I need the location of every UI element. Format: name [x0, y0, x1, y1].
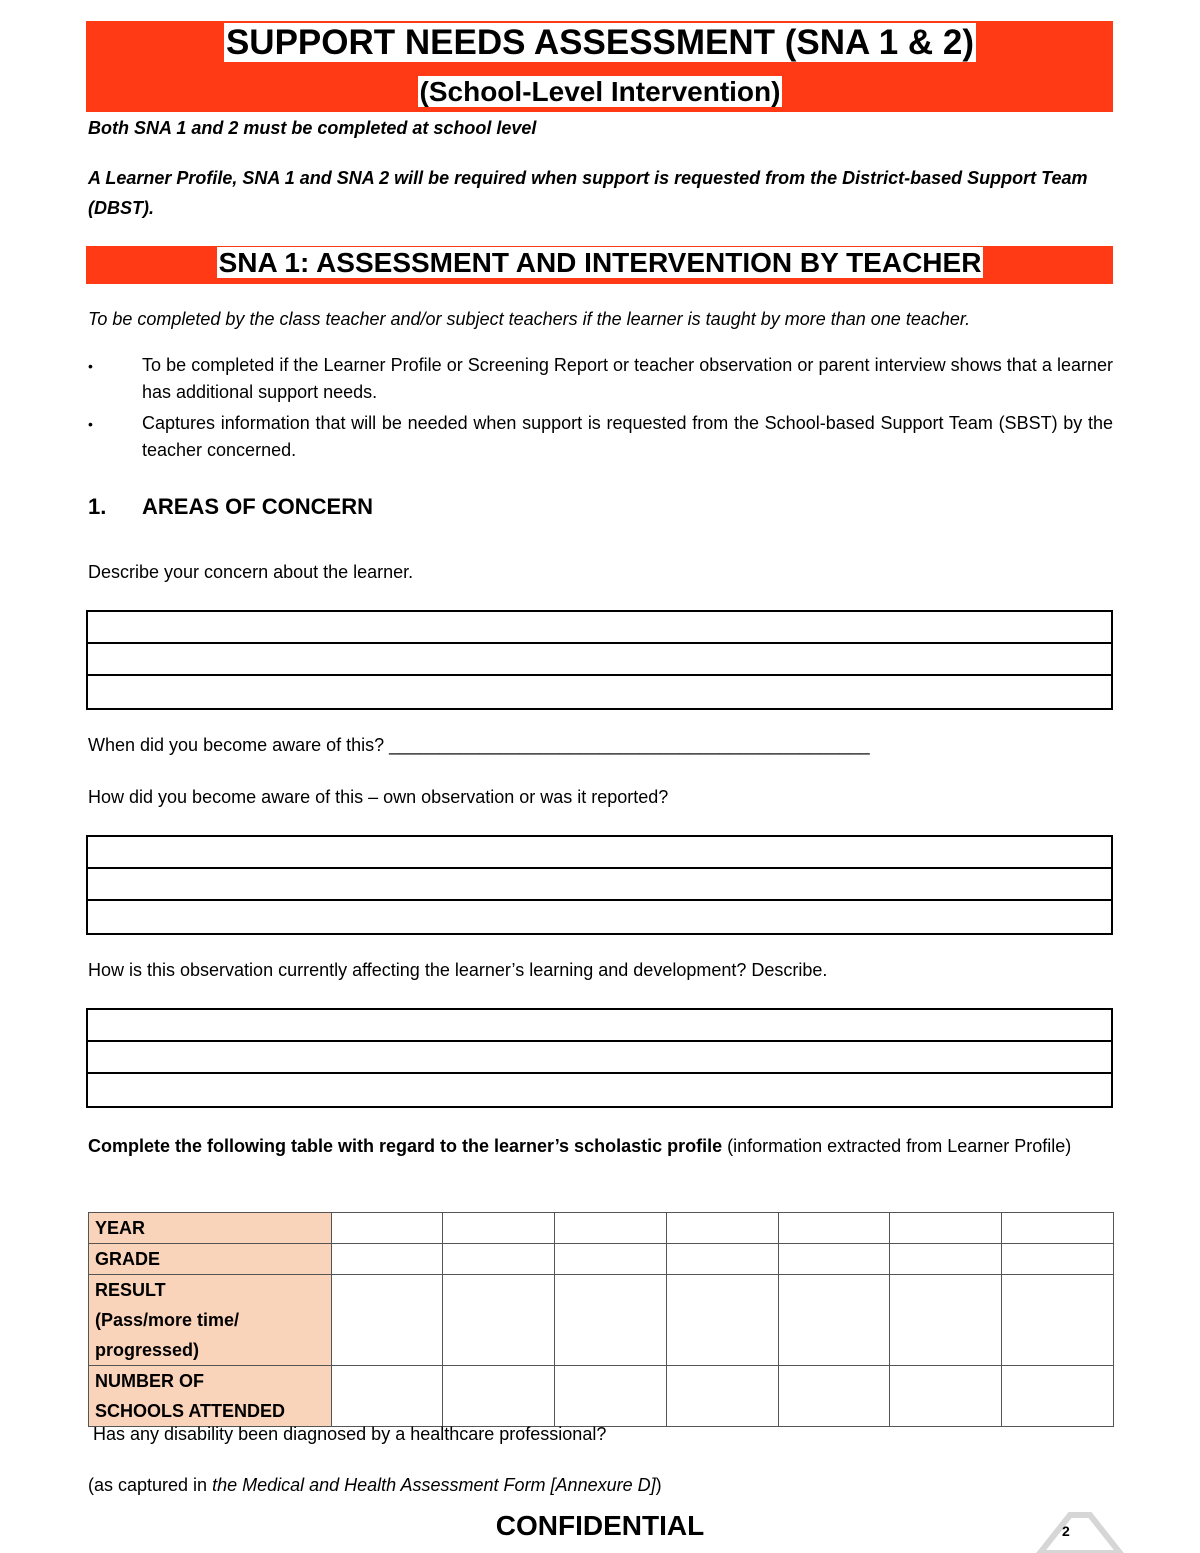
confidential-label: CONFIDENTIAL — [495, 1510, 705, 1541]
table-row — [89, 1366, 1114, 1427]
section-number: 1. — [88, 494, 107, 519]
page-number: 2 — [1062, 1523, 1070, 1539]
table-cell[interactable] — [666, 1213, 778, 1244]
table-cell[interactable] — [443, 1275, 555, 1366]
section-title: AREAS OF CONCERN — [142, 494, 374, 519]
table-cell[interactable] — [778, 1213, 890, 1244]
annexure-note — [88, 1472, 662, 1499]
answer-line[interactable] — [88, 612, 1111, 644]
row-header-result-line: RESULT — [95, 1280, 166, 1300]
row-header-result-line: progressed) — [95, 1340, 200, 1360]
note-italic: the Medical and Health Assessment Form [Annexure D] — [212, 1475, 656, 1495]
table-cell[interactable] — [331, 1275, 443, 1366]
question-describe: Describe your concern about the learner. — [88, 562, 414, 582]
table-cell[interactable] — [890, 1244, 1002, 1275]
row-header-year: YEAR — [89, 1213, 332, 1244]
page-title-text: SUPPORT NEEDS ASSESSMENT (SNA 1 & 2) — [225, 23, 975, 62]
table-cell[interactable] — [1002, 1366, 1114, 1427]
sna1-heading-text: SNA 1: ASSESSMENT AND INTERVENTION BY TEACHER — [218, 247, 982, 278]
answer-line[interactable] — [88, 869, 1111, 901]
row-header-schools-line: SCHOOLS ATTENDED — [95, 1401, 286, 1421]
question-how: How did you become aware of this – own observation or was it reported? — [88, 787, 669, 807]
row-header-result-line: (Pass/more time/ — [95, 1310, 240, 1330]
table-intro-rest: (information extracted from Learner Profile) — [722, 1136, 1072, 1156]
awareness-answer-box[interactable] — [86, 835, 1113, 935]
table-row — [89, 1213, 1114, 1244]
table-cell[interactable] — [890, 1213, 1002, 1244]
row-header-grade: GRADE — [89, 1244, 332, 1275]
question-when[interactable]: When did you become aware of this? ________________________________________________ — [88, 735, 870, 755]
table-cell[interactable] — [890, 1366, 1002, 1427]
page-subtitle — [0, 78, 1200, 106]
effect-answer-box[interactable] — [86, 1008, 1113, 1108]
note-prefix: (as captured in — [88, 1475, 213, 1495]
table-cell[interactable] — [555, 1366, 667, 1427]
bullet-1-text: To be completed if the Learner Profile or Screening Report or teacher observation or parent interview shows that a learner has additional support needs. — [142, 355, 1113, 402]
table-cell[interactable] — [778, 1366, 890, 1427]
table-cell[interactable] — [1002, 1213, 1114, 1244]
page-corner-icon — [1020, 1503, 1130, 1553]
table-cell[interactable] — [331, 1244, 443, 1275]
answer-line[interactable] — [88, 1042, 1111, 1074]
row-header-schools — [89, 1366, 332, 1427]
row-header-schools-line: NUMBER OF — [95, 1371, 204, 1391]
table-cell[interactable] — [555, 1213, 667, 1244]
bullet-1-marker: • — [88, 358, 93, 374]
answer-line[interactable] — [88, 901, 1111, 933]
table-row — [89, 1275, 1114, 1366]
bullet-2-marker: • — [88, 416, 93, 432]
table-cell[interactable] — [1002, 1275, 1114, 1366]
question-disability: Has any disability been diagnosed by a healthcare professional? — [93, 1424, 607, 1444]
intro-line-1: Both SNA 1 and 2 must be completed at school level — [88, 118, 537, 138]
table-cell[interactable] — [555, 1275, 667, 1366]
answer-line[interactable] — [88, 1074, 1111, 1106]
table-cell[interactable] — [778, 1244, 890, 1275]
table-row — [89, 1244, 1114, 1275]
bullet-2-text: Captures information that will be needed when support is requested from the School-based Support Team (SBST) by the teacher concerned. — [142, 413, 1113, 460]
table-cell[interactable] — [443, 1213, 555, 1244]
table-cell[interactable] — [778, 1275, 890, 1366]
table-cell[interactable] — [666, 1275, 778, 1366]
table-cell[interactable] — [890, 1275, 1002, 1366]
sna1-instruction: To be completed by the class teacher and/or subject teachers if the learner is taught by more than one teacher. — [88, 309, 971, 329]
question-affect: How is this observation currently affecting the learner’s learning and development? Describe. — [88, 960, 828, 980]
table-cell[interactable] — [443, 1244, 555, 1275]
page-corner-shape — [1040, 1515, 1120, 1553]
page-title — [0, 25, 1200, 60]
table-cell[interactable] — [666, 1244, 778, 1275]
answer-line[interactable] — [88, 676, 1111, 708]
intro-line-2: A Learner Profile, SNA 1 and SNA 2 will be required when support is requested from the District-based Support Team (DBST). — [88, 168, 1088, 218]
table-cell[interactable] — [666, 1366, 778, 1427]
answer-line[interactable] — [88, 1010, 1111, 1042]
table-cell[interactable] — [331, 1213, 443, 1244]
concern-answer-box[interactable] — [86, 610, 1113, 710]
table-cell[interactable] — [443, 1366, 555, 1427]
sna1-heading — [0, 249, 1200, 277]
table-cell[interactable] — [1002, 1244, 1114, 1275]
table-cell[interactable] — [331, 1366, 443, 1427]
table-intro — [88, 1130, 1108, 1163]
table-intro-bold: Complete the following table with regard to the learner’s scholastic profile — [88, 1136, 723, 1156]
page-subtitle-text: (School-Level Intervention) — [419, 76, 781, 107]
table-cell[interactable] — [555, 1244, 667, 1275]
answer-line[interactable] — [88, 644, 1111, 676]
note-suffix: ) — [655, 1475, 662, 1495]
row-header-result — [89, 1275, 332, 1366]
answer-line[interactable] — [88, 837, 1111, 869]
scholastic-profile-table — [88, 1212, 1114, 1427]
